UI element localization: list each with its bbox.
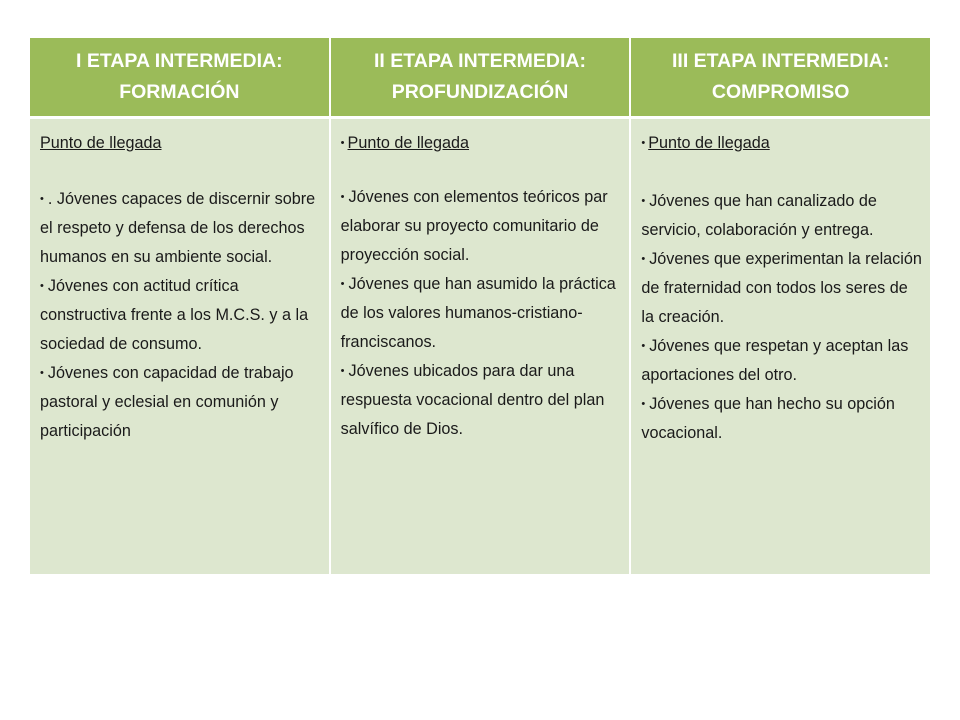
stages-table <box>30 38 930 574</box>
list-item: • Jóvenes con elementos teóricos par elaborar su proyecto comunitario de proyección social. <box>340 188 608 264</box>
list-item: • Jóvenes que han canalizado de servicio, colaboración y entrega. <box>641 192 877 239</box>
list-item: • Jóvenes que han hecho su opción vocacional. <box>641 395 895 442</box>
header-stage-2: II ETAPA INTERMEDIA: PROFUNDIZACIÓN <box>329 38 630 116</box>
cell-heading: Punto de llegada <box>40 134 162 152</box>
list-item: • Jóvenes ubicados para dar una respuesta vocacional dentro del plan salvífico de Dios. <box>340 362 605 438</box>
header-stage-3: III ETAPA INTERMEDIA: COMPROMISO <box>629 38 930 116</box>
cell-heading: • Punto de llegada <box>641 129 922 158</box>
list-item: • Jóvenes con actitud crítica constructiva frente a los M.C.S. y a la sociedad de consumo. <box>40 277 309 353</box>
list-item: • Jóvenes que respetan y aceptan las aportaciones del otro. <box>641 337 909 384</box>
goals-list <box>341 183 622 444</box>
header-stage-1: I ETAPA INTERMEDIA: FORMACIÓN <box>76 50 283 103</box>
list-item: • . Jóvenes capaces de discernir sobre el respeto y defensa de los derechos humanos en su ambiente social. <box>40 190 316 266</box>
cell-stage-2 <box>329 119 630 574</box>
list-item: • Jóvenes con capacidad de trabajo pastoral y eclesial en comunión y participación <box>40 364 294 440</box>
goals-list <box>641 187 922 448</box>
table-body-row <box>30 119 930 574</box>
cell-heading: • Punto de llegada <box>341 129 622 158</box>
cell-stage-3 <box>629 119 930 574</box>
goals-list <box>40 185 321 446</box>
list-item: • Jóvenes que experimentan la relación de fraternidad con todos los seres de la creación. <box>641 250 922 326</box>
cell-stage-1 <box>30 119 329 574</box>
list-item: • Jóvenes que han asumido la práctica de los valores humanos-cristiano-franciscanos. <box>340 275 616 351</box>
table-header-row <box>30 38 930 116</box>
